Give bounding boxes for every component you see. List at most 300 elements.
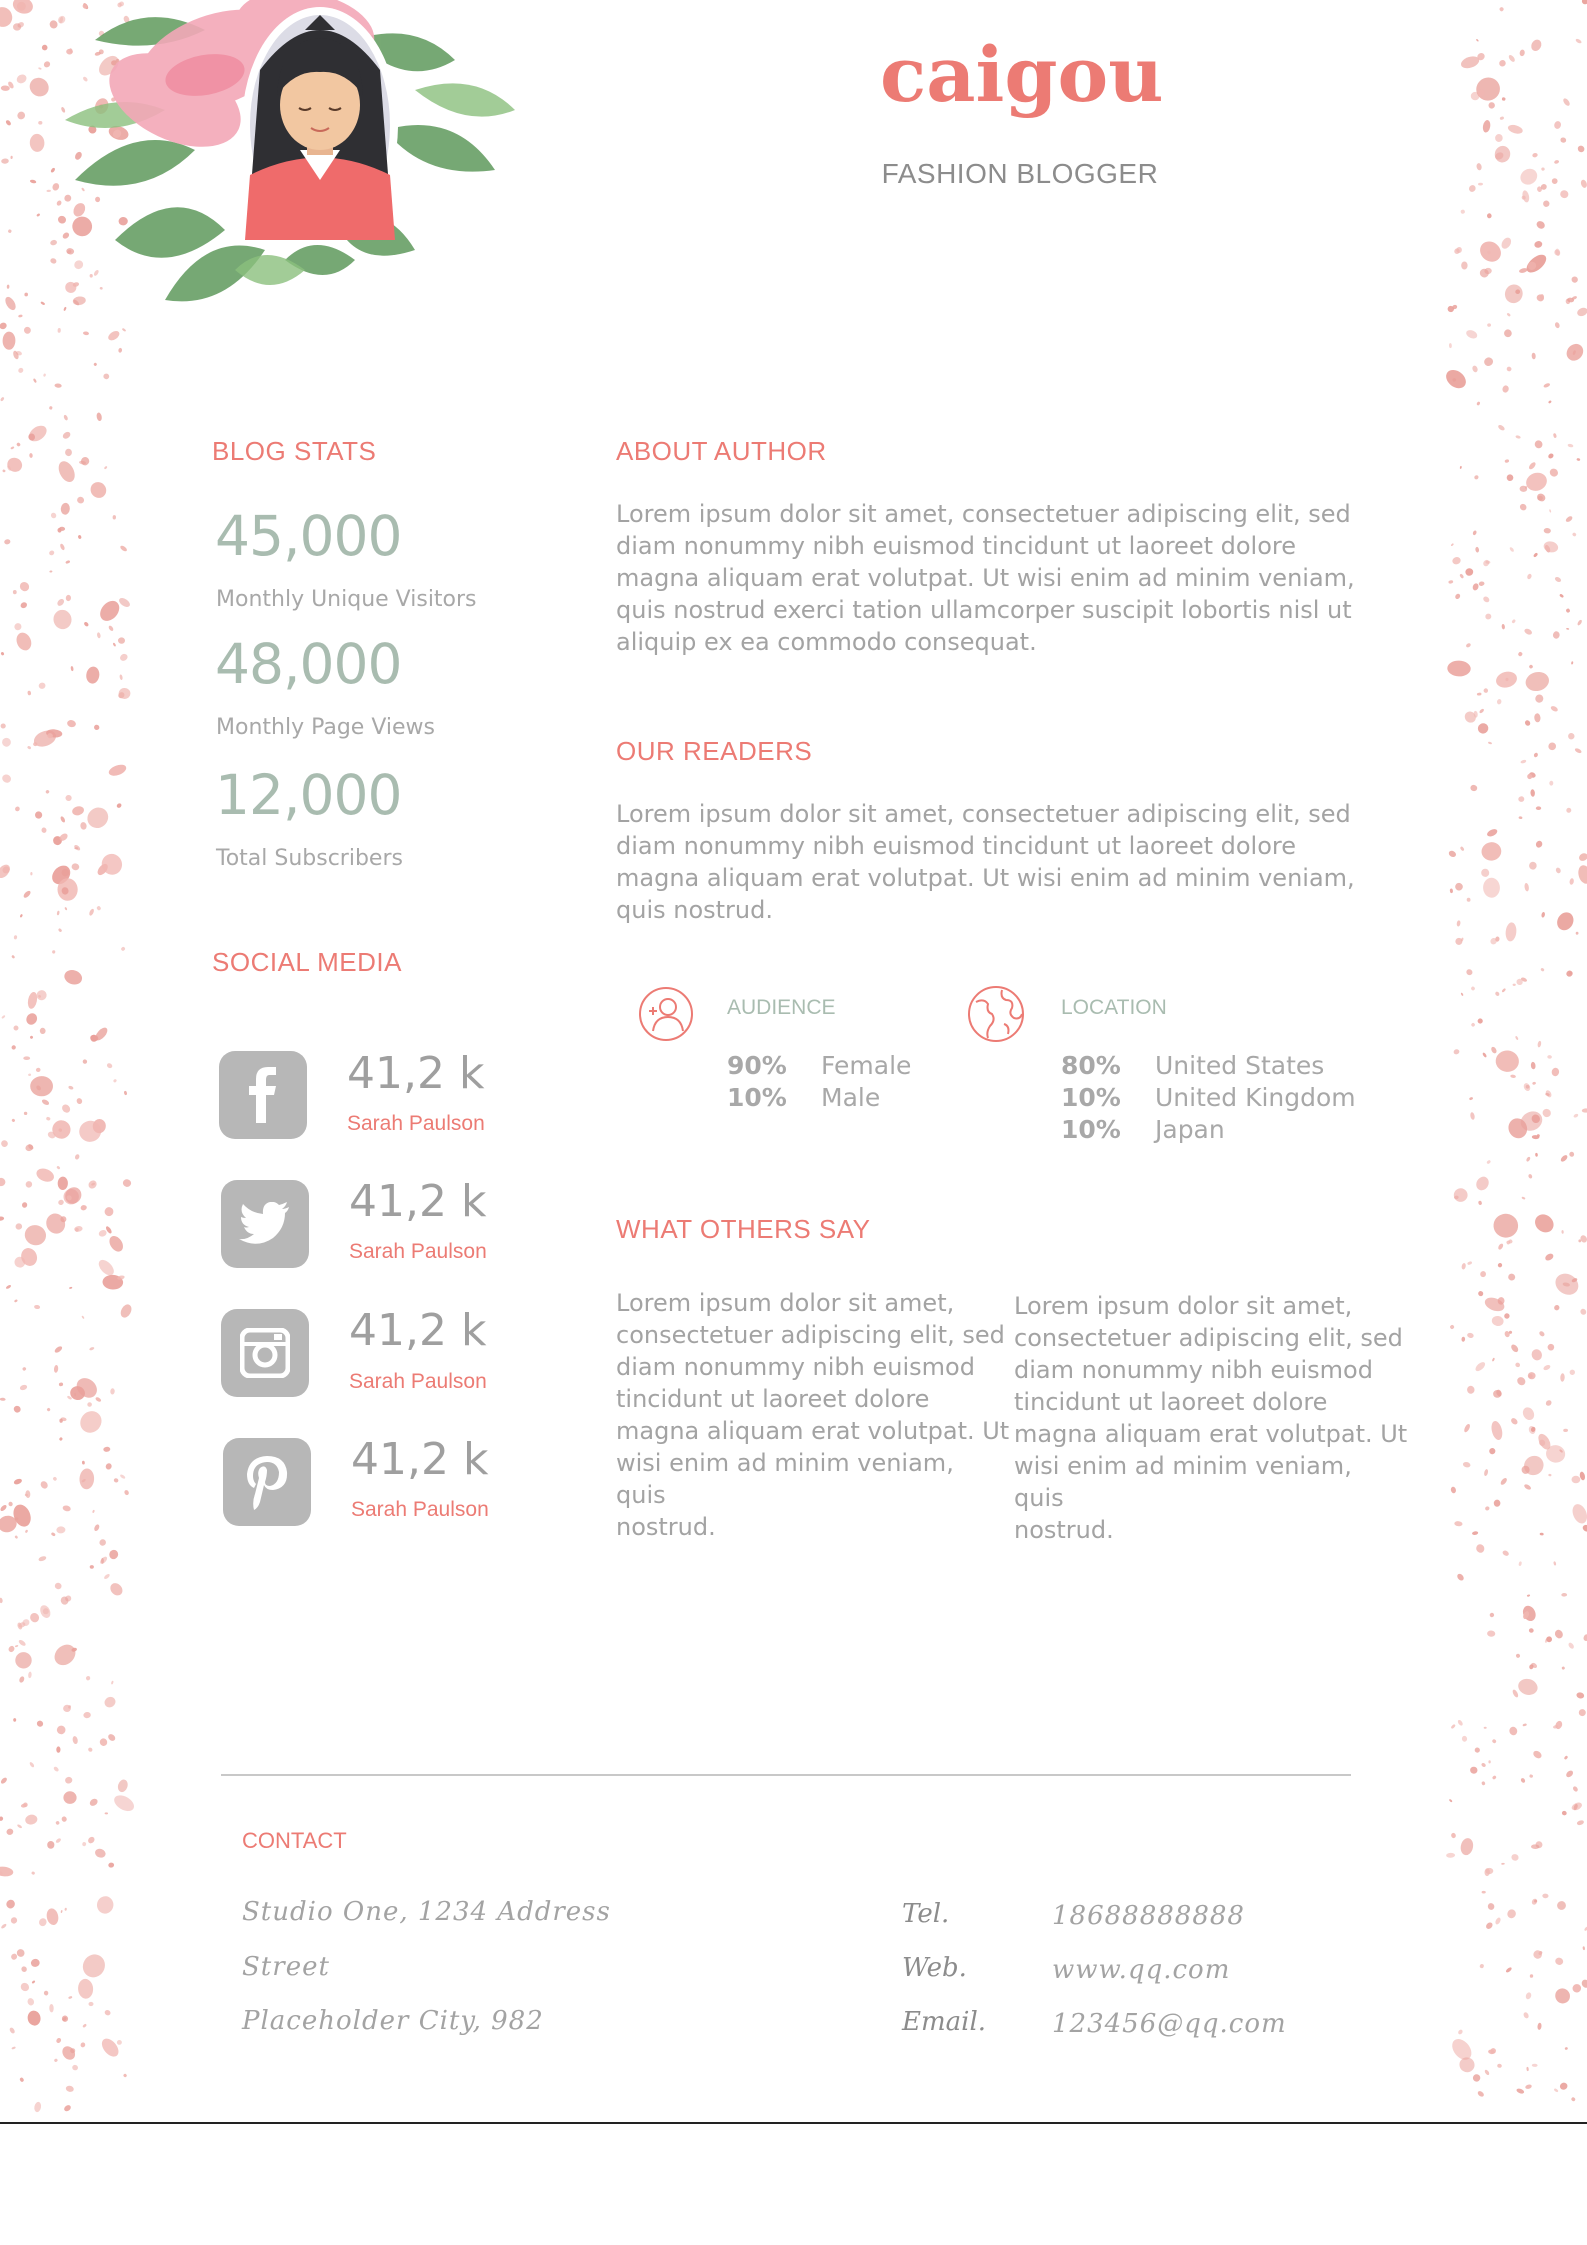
speckle-dot	[63, 414, 69, 421]
speckle-dot	[29, 134, 45, 153]
text-line: diam nonummy nibh euismod tincidunt ut laoreet dolore	[616, 832, 1296, 860]
email-label: Email.	[902, 2007, 987, 2037]
speckle-dot	[1559, 189, 1569, 199]
speckle-dot	[2, 469, 6, 473]
speckle-dot	[1561, 1666, 1565, 1670]
speckle-dot	[1528, 1372, 1536, 1379]
speckle-dot	[1555, 1899, 1567, 1911]
instagram-icon[interactable]	[221, 1309, 309, 1397]
speckle-dot	[89, 1346, 95, 1351]
speckle-dot	[87, 479, 109, 501]
speckle-dot	[1534, 693, 1544, 703]
speckle-dot	[111, 1792, 136, 1814]
speckle-dot	[1494, 1917, 1501, 1926]
speckle-dot	[1482, 1052, 1487, 1058]
speckle-dot	[1490, 1046, 1497, 1054]
speckle-dot	[1538, 1330, 1545, 1337]
speckle-dot	[72, 2064, 79, 2070]
speckle-dot	[23, 325, 33, 335]
speckle-dot	[87, 1747, 93, 1753]
speckle-dot	[1492, 1775, 1497, 1780]
speckle-dot	[1460, 466, 1462, 469]
speckle-dot	[1582, 1946, 1585, 1950]
speckle-dot	[64, 1908, 67, 1911]
speckle-dot	[1565, 515, 1574, 523]
speckle-dot	[57, 328, 60, 333]
speckle-dot	[98, 1229, 108, 1238]
speckle-dot	[41, 1098, 50, 1106]
speckle-dot	[40, 301, 45, 305]
speckle-dot	[1497, 2063, 1502, 2068]
speckle-dot	[1530, 789, 1535, 797]
speckle-dot	[61, 1816, 68, 1823]
speckle-dot	[33, 378, 37, 383]
speckle-dot	[18, 1639, 27, 1647]
speckle-dot	[1548, 400, 1552, 404]
speckle-dot	[1483, 877, 1500, 898]
speckle-dot	[49, 406, 53, 410]
speckle-dot	[1497, 1243, 1504, 1251]
speckle-dot	[1475, 547, 1480, 553]
speckle-dot	[1474, 1174, 1491, 1192]
speckle-dot	[63, 1791, 76, 1804]
speckle-dot	[1582, 1524, 1587, 1533]
speckle-dot	[1554, 322, 1560, 329]
speckle-dot	[0, 1216, 4, 1221]
speckle-dot	[1487, 323, 1491, 327]
speckle-dot	[1532, 2064, 1538, 2067]
speckle-dot	[1541, 912, 1545, 918]
text-line: Lorem ipsum dolor sit amet, consectetuer adipiscing elit, sed	[616, 500, 1351, 528]
speckle-dot	[1526, 573, 1532, 580]
speckle-dot	[1518, 1561, 1522, 1566]
twitter-icon[interactable]	[221, 1180, 309, 1268]
speckle-dot	[52, 950, 55, 954]
speckle-dot	[1552, 631, 1560, 639]
speckle-dot	[57, 1199, 64, 1206]
speckle-dot	[80, 2042, 86, 2048]
speckle-dot	[96, 1895, 115, 1915]
location-title: LOCATION	[1061, 996, 1167, 1019]
speckle-dot	[63, 2104, 72, 2113]
speckle-dot	[58, 1177, 68, 1191]
speckle-dot	[0, 1139, 9, 1148]
speckle-dot	[26, 422, 49, 444]
speckle-dot	[38, 67, 42, 70]
location-label: United States	[1155, 1051, 1325, 1080]
speckle-dot	[1480, 867, 1491, 878]
speckle-dot	[1506, 473, 1515, 482]
speckle-dot	[54, 1345, 64, 1354]
speckle-dot	[1470, 986, 1475, 991]
speckle-dot	[24, 1180, 33, 1189]
speckle-dot	[60, 816, 66, 824]
web-link[interactable]: www.qq.com	[1052, 1955, 1231, 1985]
speckle-dot	[15, 73, 28, 85]
speckle-dot	[103, 1573, 110, 1580]
speckle-dot	[14, 935, 18, 940]
social-account-link[interactable]: Sarah Paulson	[347, 1112, 485, 1135]
speckle-dot	[82, 1059, 88, 1065]
speckle-dot	[110, 1388, 115, 1394]
speckle-dot	[36, 213, 40, 217]
what-others-say-title: WHAT OTHERS SAY	[616, 1214, 871, 1244]
speckle-dot	[1470, 784, 1478, 791]
speckle-dot	[99, 2036, 122, 2060]
speckle-dot	[54, 1365, 59, 1373]
speckle-dot	[95, 1396, 102, 1402]
speckle-dot	[1443, 366, 1470, 392]
speckle-dot	[18, 580, 31, 593]
speckle-dot	[22, 890, 31, 899]
speckle-dot	[1476, 237, 1505, 266]
social-account-link[interactable]: Sarah Paulson	[351, 1498, 489, 1521]
speckle-dot	[1559, 2081, 1569, 2090]
speckle-dot	[1565, 2047, 1569, 2050]
speckle-dot	[0, 1597, 3, 1603]
speckle-dot	[120, 946, 125, 951]
speckle-dot	[14, 806, 21, 813]
speckle-dot	[118, 348, 123, 353]
speckle-dot	[1583, 1633, 1587, 1642]
speckle-dot	[90, 1565, 94, 1569]
speckle-dot	[80, 822, 88, 831]
speckle-dot	[85, 1675, 91, 1681]
speckle-dot	[1447, 660, 1471, 677]
speckle-dot	[1533, 552, 1538, 558]
speckle-dot	[1535, 220, 1546, 231]
speckle-dot	[69, 1287, 73, 1290]
speckle-dot	[10, 156, 12, 159]
speckle-dot	[0, 1177, 6, 1186]
speckle-dot	[1460, 846, 1465, 851]
speckle-dot	[44, 1991, 49, 1996]
speckle-dot	[1470, 1766, 1478, 1774]
speckle-dot	[1490, 1420, 1504, 1441]
footer-divider	[221, 1774, 1351, 1776]
speckle-dot	[1532, 1949, 1543, 1960]
speckle-dot	[87, 1836, 96, 1845]
contact-title: CONTACT	[242, 1828, 347, 1853]
speckle-dot	[1476, 721, 1490, 735]
speckle-dot	[1553, 1628, 1564, 1639]
speckle-dot	[1513, 984, 1516, 986]
speckle-dot	[1536, 492, 1547, 503]
speckle-dot	[27, 745, 32, 749]
speckle-dot	[107, 1733, 117, 1743]
speckle-dot	[1510, 1417, 1519, 1426]
speckle-dot	[13, 590, 17, 594]
speckle-dot	[1449, 1799, 1453, 1803]
speckle-dot	[1561, 1230, 1563, 1234]
speckle-dot	[1457, 1719, 1464, 1726]
globe-icon	[966, 984, 1026, 1044]
speckle-dot	[1493, 1390, 1501, 1398]
speckle-dot	[59, 543, 65, 551]
text-line: nostrud.	[1014, 1516, 1114, 1544]
speckle-dot	[1530, 1974, 1533, 1978]
speckle-dot	[0, 1866, 14, 1878]
speckle-dot	[113, 515, 117, 520]
speckle-dot	[82, 1461, 85, 1465]
speckle-dot	[13, 1478, 23, 1486]
speckle-dot	[1523, 2011, 1530, 2019]
speckle-dot	[7, 1645, 15, 1653]
speckle-dot	[1479, 1963, 1484, 1968]
address-line: Street	[242, 1952, 330, 1982]
text-line: wisi enim ad minim veniam, quis	[1014, 1452, 1352, 1512]
speckle-dot	[1554, 159, 1560, 164]
speckle-dot	[1528, 1173, 1533, 1179]
speckle-dot	[56, 1526, 65, 1534]
speckle-dot	[1565, 608, 1570, 613]
speckle-dot	[28, 1671, 32, 1678]
speckle-dot	[1547, 741, 1558, 752]
speckle-dot	[31, 1871, 35, 1875]
speckle-dot	[1576, 932, 1579, 935]
speckle-dot	[1505, 1966, 1512, 1973]
speckle-dot	[0, 1923, 7, 1929]
speckle-dot	[1571, 661, 1574, 664]
speckle-dot	[1465, 968, 1473, 976]
speckle-dot	[1501, 624, 1505, 630]
blogger-name: caigou	[880, 30, 1164, 119]
speckle-dot	[24, 1112, 28, 1115]
speckle-dot	[113, 1478, 119, 1484]
speckle-dot	[1530, 1348, 1544, 1362]
speckle-dot	[1561, 1593, 1567, 1597]
speckle-dot	[1459, 1837, 1475, 1856]
speckle-dot	[1551, 1067, 1560, 1077]
speckle-dot	[1516, 1375, 1527, 1386]
social-count: 41,2 k	[349, 1305, 487, 1356]
speckle-dot	[1535, 1153, 1538, 1157]
speckle-dot	[59, 1437, 63, 1441]
speckle-dot	[0, 322, 8, 331]
facebook-icon[interactable]	[219, 1051, 307, 1139]
speckle-dot	[87, 1401, 93, 1407]
audience-pct: 10%	[727, 1083, 787, 1112]
speckle-dot	[50, 512, 58, 520]
speckle-dot	[1465, 642, 1471, 648]
speckle-dot	[1485, 613, 1492, 620]
speckle-dot	[1560, 1373, 1565, 1382]
speckle-dot	[1569, 1151, 1575, 1157]
speckle-dot	[13, 622, 23, 632]
speckle-dot	[43, 373, 46, 377]
speckle-dot	[1545, 1399, 1553, 1407]
speckle-dot	[51, 1532, 56, 1537]
speckle-dot	[49, 570, 52, 572]
speckle-dot	[1543, 540, 1560, 554]
speckle-dot	[107, 1234, 126, 1255]
speckle-dot	[1543, 528, 1551, 534]
speckle-dot	[1521, 1405, 1537, 1422]
speckle-dot	[64, 907, 67, 911]
speckle-dot	[54, 2058, 59, 2063]
speckle-dot	[64, 1776, 73, 1784]
speckle-dot	[1515, 435, 1521, 439]
speckle-dot	[108, 625, 114, 632]
text-line: nostrud.	[616, 1513, 716, 1541]
speckle-dot	[1543, 1364, 1552, 1371]
avatar-flower-illustration	[55, 0, 555, 310]
text-line: diam nonummy nibh euismod	[616, 1353, 975, 1381]
speckle-dot	[1517, 166, 1540, 188]
speckle-dot	[1509, 546, 1515, 552]
speckle-dot	[1520, 1777, 1526, 1783]
speckle-dot	[1563, 1429, 1568, 1432]
speckle-dot	[1578, 1239, 1581, 1242]
text-line: magna aliquam erat volutpat. Ut	[616, 1417, 1010, 1445]
speckle-dot	[1507, 123, 1524, 135]
speckle-dot	[1484, 2069, 1490, 2076]
speckle-dot	[1477, 692, 1482, 695]
speckle-dot	[96, 905, 102, 911]
speckle-dot	[1474, 1747, 1480, 1753]
speckle-dot	[46, 1407, 51, 1412]
speckle-dot	[5, 1284, 11, 1289]
speckle-dot	[1465, 568, 1473, 576]
speckle-dot	[1544, 1252, 1555, 1262]
speckle-dot	[30, 1076, 53, 1097]
speckle-dot	[1462, 1736, 1468, 1742]
speckle-dot	[1488, 1447, 1497, 1456]
text-line: quis nostrud.	[616, 896, 773, 924]
speckle-dot	[1508, 1726, 1518, 1736]
speckle-dot	[2, 331, 15, 349]
speckle-dot	[1569, 1369, 1576, 1376]
speckle-dot	[56, 1165, 60, 1169]
email-link[interactable]: 123456@qq.com	[1052, 2009, 1287, 2039]
speckle-dot	[43, 1211, 68, 1237]
speckle-dot	[0, 1776, 8, 1784]
speckle-dot	[27, 991, 39, 1009]
speckle-dot	[1449, 343, 1452, 348]
speckle-dot	[1521, 1196, 1525, 1200]
speckle-dot	[103, 1446, 111, 1452]
speckle-dot	[0, 1398, 6, 1401]
speckle-dot	[1459, 573, 1464, 579]
speckle-dot	[103, 373, 110, 380]
speckle-dot	[85, 666, 100, 685]
speckle-dot	[3, 295, 18, 312]
speckle-dot	[1448, 580, 1453, 584]
social-account-link[interactable]: Sarah Paulson	[349, 1240, 487, 1263]
text-line: Lorem ipsum dolor sit amet,	[1014, 1292, 1353, 1320]
speckle-dot	[1575, 38, 1582, 44]
speckle-dot	[1571, 2097, 1576, 2102]
speckle-dot	[1461, 1337, 1465, 1342]
pinterest-icon[interactable]	[223, 1438, 311, 1526]
stat-label: Monthly Page Views	[216, 715, 436, 740]
speckle-dot	[41, 827, 47, 833]
speckle-dot	[11, 955, 15, 959]
speckle-dot	[46, 1116, 51, 1120]
speckle-dot	[1529, 861, 1538, 870]
speckle-dot	[87, 1179, 98, 1190]
speckle-dot	[45, 1907, 59, 1926]
speckle-dot	[60, 1103, 71, 1114]
speckle-dot	[29, 1761, 35, 1768]
speckle-dot	[1508, 54, 1516, 63]
speckle-dot	[1478, 581, 1485, 587]
speckle-dot	[45, 789, 50, 794]
speckle-dot	[89, 2002, 94, 2006]
speckle-dot	[1518, 816, 1522, 819]
speckle-dot	[1531, 353, 1536, 360]
stat-value: 48,000	[215, 632, 402, 696]
speckle-dot	[1532, 1749, 1543, 1760]
social-account-link[interactable]: Sarah Paulson	[349, 1370, 487, 1393]
testimonial-left	[616, 1287, 1011, 1543]
speckle-dot	[1524, 883, 1529, 892]
speckle-dot	[1477, 1017, 1484, 1024]
speckle-dot	[1493, 145, 1511, 164]
speckle-dot	[116, 2039, 122, 2045]
speckle-dot	[76, 1407, 106, 1437]
speckle-dot	[1461, 992, 1464, 996]
speckle-dot	[1523, 251, 1549, 276]
speckle-dot	[1576, 306, 1587, 318]
speckle-dot	[1450, 1832, 1456, 1839]
speckle-dot	[59, 1382, 64, 1386]
speckle-dot	[1497, 1262, 1503, 1268]
speckle-dot	[1483, 688, 1489, 694]
speckle-dot	[1533, 439, 1544, 450]
speckle-dot	[34, 811, 43, 820]
speckle-dot	[1582, 1108, 1587, 1113]
speckle-dot	[1471, 1022, 1476, 1027]
speckle-dot	[1481, 1762, 1487, 1768]
speckle-dot	[79, 1950, 110, 1981]
speckle-dot	[1, 158, 9, 164]
speckle-dot	[38, 1604, 52, 1620]
speckle-dot	[1567, 732, 1575, 740]
speckle-dot	[27, 690, 31, 695]
speckle-dot	[54, 1582, 63, 1591]
speckle-dot	[22, 1202, 28, 1208]
speckle-dot	[16, 110, 27, 121]
speckle-dot	[1506, 1908, 1517, 1920]
speckle-dot	[36, 1720, 45, 1728]
speckle-dot	[1482, 119, 1491, 133]
speckle-dot	[8, 229, 12, 233]
speckle-dot	[1476, 39, 1479, 42]
speckle-dot	[55, 1837, 62, 1843]
speckle-dot	[12, 1649, 35, 1672]
speckle-dot	[1547, 1344, 1554, 1351]
speckle-dot	[83, 331, 89, 335]
speckle-dot	[79, 1468, 95, 1490]
text-line: magna aliquam erat volutpat. Ut	[1014, 1420, 1408, 1448]
speckle-dot	[1497, 424, 1505, 432]
speckle-dot	[55, 2037, 62, 2044]
speckle-dot	[61, 2015, 69, 2023]
tel-value[interactable]: 18688888888	[1052, 1901, 1245, 1931]
speckle-dot	[83, 1712, 91, 1719]
speckle-dot	[1524, 470, 1550, 494]
speckle-dot	[76, 1097, 83, 1105]
speckle-dot	[6, 1828, 14, 1836]
speckle-dot	[1572, 1786, 1579, 1793]
speckle-dot	[24, 1143, 34, 1152]
speckle-dot	[30, 1035, 34, 1039]
speckle-dot	[1495, 1050, 1520, 1073]
speckle-dot	[11, 1118, 15, 1122]
speckle-dot	[1472, 583, 1480, 592]
speckle-dot	[7, 285, 10, 289]
